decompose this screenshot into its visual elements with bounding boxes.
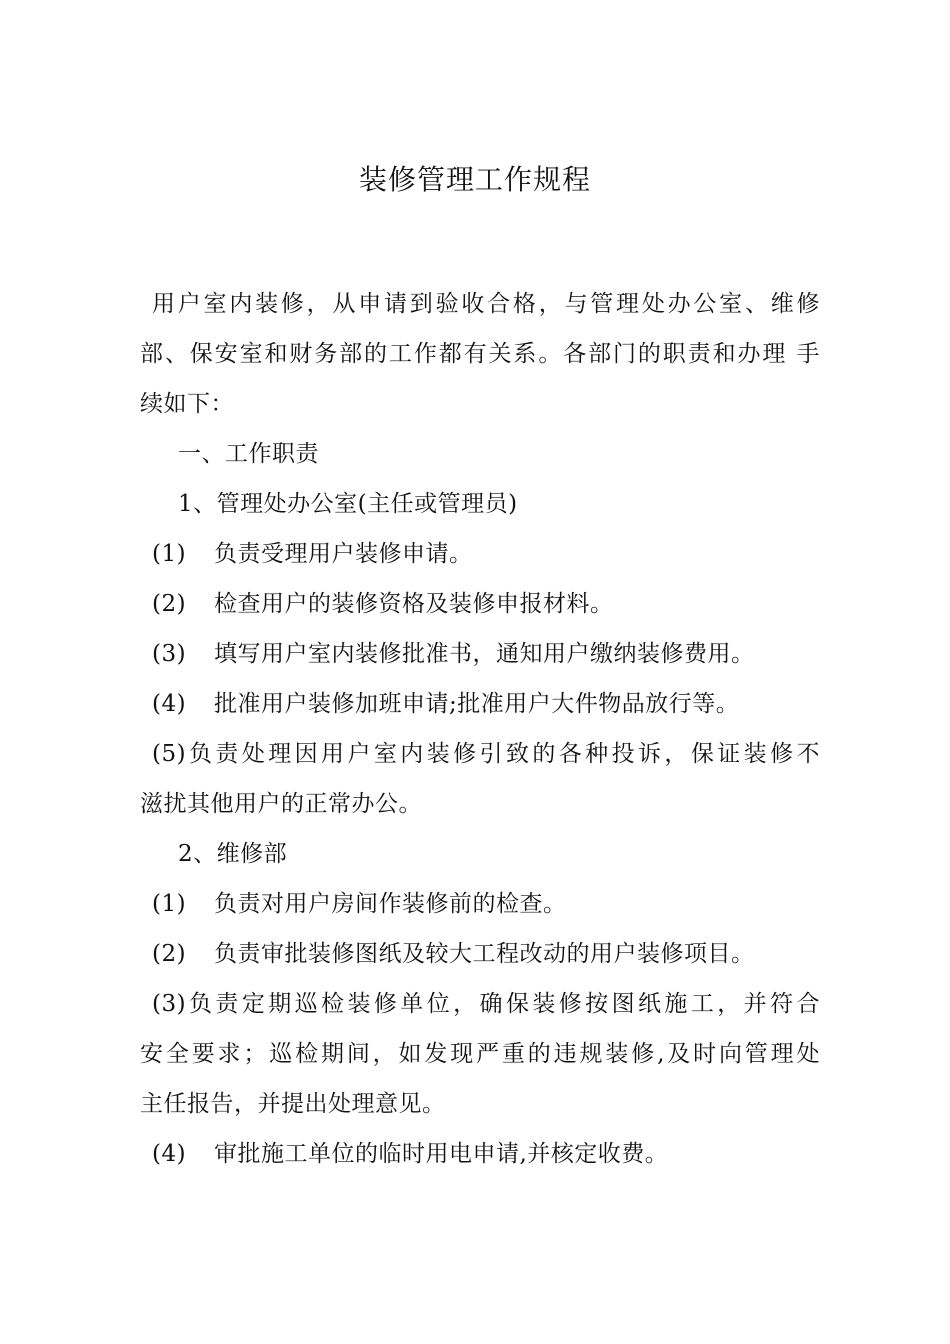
item-number: (2) <box>152 591 187 617</box>
item-number: (1) <box>152 541 187 567</box>
office-item-2 <box>152 587 832 621</box>
maintenance-item-3-line-3: 主任报告，并提出处理意见。 <box>140 1091 446 1117</box>
subsection-heading-office: 1、管理处办公室(主任或管理员) <box>178 491 518 517</box>
office-item-5-line-1: (5)负责处理因用户室内装修引致的各种投诉，保证装修不 <box>152 741 820 767</box>
maintenance-item-2 <box>152 937 832 971</box>
office-item-1 <box>152 537 832 571</box>
item-text: 负责受理用户装修申请。 <box>214 541 473 567</box>
office-item-3 <box>152 637 832 671</box>
maintenance-item-1 <box>152 887 832 921</box>
item-number: (2) <box>152 941 187 967</box>
maintenance-item-3-line-1: (3)负责定期巡检装修单位，确保装修按图纸施工，并符合 <box>152 991 820 1017</box>
item-number: (1) <box>152 891 187 917</box>
item-number: (3) <box>152 641 187 667</box>
item-text: 填写用户室内装修批准书，通知用户缴纳装修费用。 <box>214 641 755 667</box>
item-text: 批准用户装修加班申请;批准用户大件物品放行等。 <box>214 691 740 717</box>
item-text: 负责审批装修图纸及较大工程改动的用户装修项目。 <box>214 941 755 967</box>
item-number: (4) <box>152 1141 187 1167</box>
intro-line-2: 部、保安室和财务部的工作都有关系。各部门的职责和办理 手 <box>140 341 820 367</box>
office-item-4 <box>152 687 832 721</box>
office-item-5-line-2: 滋扰其他用户的正常办公。 <box>140 791 422 817</box>
item-text: 检查用户的装修资格及装修申报材料。 <box>214 591 614 617</box>
intro-line-1: 用户室内装修，从申请到验收合格，与管理处办公室、维修 <box>152 291 820 317</box>
document-title: 装修管理工作规程 <box>358 163 591 196</box>
item-text: 审批施工单位的临时用电申请,并核定收费。 <box>214 1141 669 1167</box>
intro-line-3: 续如下： <box>140 391 234 417</box>
item-text: 负责对用户房间作装修前的检查。 <box>214 891 567 917</box>
section-heading-duties: 一、工作职责 <box>178 441 319 467</box>
item-number: (4) <box>152 691 187 717</box>
maintenance-item-4 <box>152 1137 832 1171</box>
maintenance-item-3-line-2: 安全要求；巡检期间，如发现严重的违规装修,及时向管理处 <box>140 1041 820 1067</box>
subsection-heading-maintenance: 2、维修部 <box>178 841 288 867</box>
